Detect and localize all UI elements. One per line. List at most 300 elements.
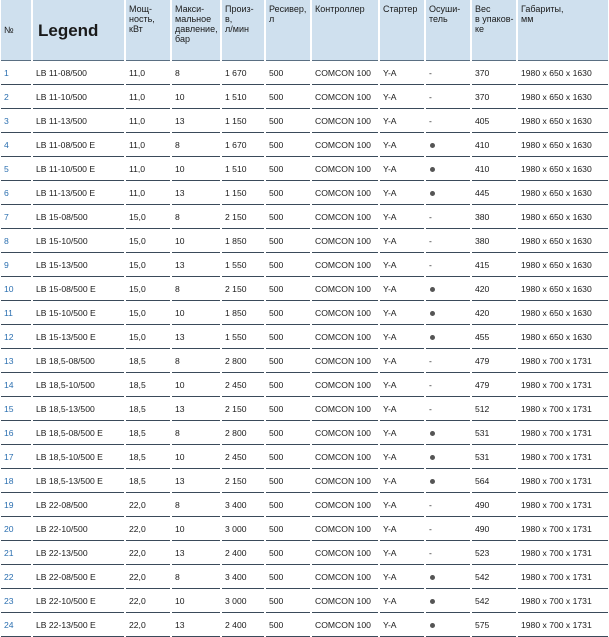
table-row bbox=[1, 109, 608, 133]
cell-starter: Y-A bbox=[380, 565, 424, 589]
cell-dryer: - bbox=[426, 229, 470, 253]
dryer-included-dot-icon bbox=[430, 431, 435, 436]
header-dims: Габариты, мм bbox=[518, 0, 608, 61]
cell-capacity: 2 400 bbox=[222, 613, 264, 637]
table-body bbox=[1, 61, 608, 637]
cell-model: LB 22-13/500 bbox=[33, 541, 124, 565]
cell-receiver: 500 bbox=[266, 61, 310, 85]
cell-pressure: 10 bbox=[172, 229, 220, 253]
cell-receiver: 500 bbox=[266, 301, 310, 325]
cell-weight: 380 bbox=[472, 229, 516, 253]
cell-controller: COMCON 100 bbox=[312, 229, 378, 253]
cell-starter: Y-A bbox=[380, 445, 424, 469]
cell-controller: COMCON 100 bbox=[312, 589, 378, 613]
cell-weight: 542 bbox=[472, 589, 516, 613]
cell-capacity: 2 450 bbox=[222, 373, 264, 397]
cell-starter: Y-A bbox=[380, 229, 424, 253]
cell-dryer bbox=[426, 421, 470, 445]
cell-power: 18,5 bbox=[126, 421, 170, 445]
cell-controller: COMCON 100 bbox=[312, 541, 378, 565]
cell-starter: Y-A bbox=[380, 61, 424, 85]
cell-num: 1 bbox=[1, 61, 31, 85]
cell-weight: 420 bbox=[472, 277, 516, 301]
cell-controller: COMCON 100 bbox=[312, 493, 378, 517]
cell-power: 18,5 bbox=[126, 373, 170, 397]
cell-dims: 1980 x 700 x 1731 bbox=[518, 565, 608, 589]
cell-receiver: 500 bbox=[266, 229, 310, 253]
table-row bbox=[1, 493, 608, 517]
header-num: № bbox=[1, 0, 31, 61]
cell-num: 6 bbox=[1, 181, 31, 205]
cell-dims: 1980 x 650 x 1630 bbox=[518, 61, 608, 85]
cell-dims: 1980 x 650 x 1630 bbox=[518, 301, 608, 325]
cell-num: 2 bbox=[1, 85, 31, 109]
table-row bbox=[1, 589, 608, 613]
dryer-included-dot-icon bbox=[430, 143, 435, 148]
cell-capacity: 3 000 bbox=[222, 517, 264, 541]
cell-dryer bbox=[426, 445, 470, 469]
cell-receiver: 500 bbox=[266, 445, 310, 469]
cell-model: LB 11-13/500 E bbox=[33, 181, 124, 205]
cell-weight: 523 bbox=[472, 541, 516, 565]
cell-num: 14 bbox=[1, 373, 31, 397]
cell-power: 22,0 bbox=[126, 565, 170, 589]
cell-num: 20 bbox=[1, 517, 31, 541]
cell-weight: 542 bbox=[472, 565, 516, 589]
cell-num: 23 bbox=[1, 589, 31, 613]
cell-model: LB 15-13/500 E bbox=[33, 325, 124, 349]
cell-controller: COMCON 100 bbox=[312, 349, 378, 373]
cell-power: 22,0 bbox=[126, 541, 170, 565]
cell-receiver: 500 bbox=[266, 325, 310, 349]
cell-weight: 531 bbox=[472, 421, 516, 445]
cell-starter: Y-A bbox=[380, 109, 424, 133]
cell-dims: 1980 x 700 x 1731 bbox=[518, 397, 608, 421]
cell-receiver: 500 bbox=[266, 133, 310, 157]
cell-weight: 445 bbox=[472, 181, 516, 205]
cell-capacity: 1 850 bbox=[222, 301, 264, 325]
header-controller: Контроллер bbox=[312, 0, 378, 61]
cell-receiver: 500 bbox=[266, 277, 310, 301]
cell-capacity: 1 550 bbox=[222, 325, 264, 349]
cell-pressure: 10 bbox=[172, 589, 220, 613]
dryer-included-dot-icon bbox=[430, 335, 435, 340]
header-starter: Стартер bbox=[380, 0, 424, 61]
cell-pressure: 13 bbox=[172, 253, 220, 277]
cell-receiver: 500 bbox=[266, 181, 310, 205]
cell-weight: 410 bbox=[472, 133, 516, 157]
header-pressure: Макси- мальное давление, бар bbox=[172, 0, 220, 61]
table-row bbox=[1, 61, 608, 85]
cell-pressure: 8 bbox=[172, 349, 220, 373]
cell-dryer bbox=[426, 613, 470, 637]
cell-num: 16 bbox=[1, 421, 31, 445]
cell-starter: Y-A bbox=[380, 85, 424, 109]
cell-capacity: 2 450 bbox=[222, 445, 264, 469]
table-row bbox=[1, 157, 608, 181]
cell-dims: 1980 x 700 x 1731 bbox=[518, 373, 608, 397]
header-capacity: Произ- в, л/мин bbox=[222, 0, 264, 61]
cell-model: LB 15-10/500 bbox=[33, 229, 124, 253]
cell-controller: COMCON 100 bbox=[312, 253, 378, 277]
cell-power: 15,0 bbox=[126, 229, 170, 253]
cell-starter: Y-A bbox=[380, 133, 424, 157]
cell-power: 11,0 bbox=[126, 133, 170, 157]
cell-pressure: 10 bbox=[172, 445, 220, 469]
cell-capacity: 2 150 bbox=[222, 205, 264, 229]
cell-dryer: - bbox=[426, 85, 470, 109]
cell-model: LB 22-08/500 bbox=[33, 493, 124, 517]
cell-dims: 1980 x 700 x 1731 bbox=[518, 589, 608, 613]
table-row bbox=[1, 85, 608, 109]
cell-dryer bbox=[426, 589, 470, 613]
cell-model: LB 18,5-13/500 bbox=[33, 397, 124, 421]
cell-dims: 1980 x 700 x 1731 bbox=[518, 541, 608, 565]
cell-model: LB 22-10/500 bbox=[33, 517, 124, 541]
cell-weight: 380 bbox=[472, 205, 516, 229]
cell-weight: 420 bbox=[472, 301, 516, 325]
cell-model: LB 22-10/500 E bbox=[33, 589, 124, 613]
table-row bbox=[1, 397, 608, 421]
cell-pressure: 8 bbox=[172, 421, 220, 445]
cell-capacity: 3 400 bbox=[222, 565, 264, 589]
cell-controller: COMCON 100 bbox=[312, 133, 378, 157]
cell-receiver: 500 bbox=[266, 541, 310, 565]
cell-pressure: 8 bbox=[172, 133, 220, 157]
cell-model: LB 15-13/500 bbox=[33, 253, 124, 277]
cell-dims: 1980 x 700 x 1731 bbox=[518, 493, 608, 517]
cell-dryer: - bbox=[426, 61, 470, 85]
cell-pressure: 13 bbox=[172, 613, 220, 637]
table-row bbox=[1, 277, 608, 301]
cell-model: LB 11-10/500 bbox=[33, 85, 124, 109]
cell-model: LB 18,5-13/500 E bbox=[33, 469, 124, 493]
cell-pressure: 13 bbox=[172, 181, 220, 205]
cell-receiver: 500 bbox=[266, 397, 310, 421]
cell-power: 18,5 bbox=[126, 469, 170, 493]
cell-power: 18,5 bbox=[126, 445, 170, 469]
cell-dims: 1980 x 650 x 1630 bbox=[518, 109, 608, 133]
cell-model: LB 18,5-08/500 bbox=[33, 349, 124, 373]
cell-num: 22 bbox=[1, 565, 31, 589]
header-power: Мощ- ность, кВт bbox=[126, 0, 170, 61]
cell-num: 10 bbox=[1, 277, 31, 301]
cell-controller: COMCON 100 bbox=[312, 373, 378, 397]
cell-weight: 410 bbox=[472, 157, 516, 181]
dryer-included-dot-icon bbox=[430, 623, 435, 628]
cell-dryer: - bbox=[426, 109, 470, 133]
cell-dryer bbox=[426, 301, 470, 325]
cell-pressure: 8 bbox=[172, 565, 220, 589]
cell-power: 22,0 bbox=[126, 613, 170, 637]
cell-dryer bbox=[426, 325, 470, 349]
cell-num: 12 bbox=[1, 325, 31, 349]
cell-capacity: 1 670 bbox=[222, 133, 264, 157]
header-legend: Legend bbox=[33, 0, 124, 61]
cell-model: LB 22-13/500 E bbox=[33, 613, 124, 637]
table-row bbox=[1, 373, 608, 397]
cell-power: 15,0 bbox=[126, 325, 170, 349]
cell-weight: 479 bbox=[472, 373, 516, 397]
dryer-included-dot-icon bbox=[430, 287, 435, 292]
cell-num: 17 bbox=[1, 445, 31, 469]
cell-dryer: - bbox=[426, 349, 470, 373]
cell-model: LB 11-08/500 E bbox=[33, 133, 124, 157]
cell-model: LB 15-08/500 bbox=[33, 205, 124, 229]
cell-power: 18,5 bbox=[126, 349, 170, 373]
cell-dryer bbox=[426, 565, 470, 589]
cell-num: 4 bbox=[1, 133, 31, 157]
cell-weight: 370 bbox=[472, 61, 516, 85]
table-row bbox=[1, 517, 608, 541]
cell-dims: 1980 x 650 x 1630 bbox=[518, 277, 608, 301]
cell-starter: Y-A bbox=[380, 421, 424, 445]
cell-dryer bbox=[426, 157, 470, 181]
cell-starter: Y-A bbox=[380, 277, 424, 301]
cell-power: 11,0 bbox=[126, 157, 170, 181]
cell-num: 21 bbox=[1, 541, 31, 565]
cell-dims: 1980 x 700 x 1731 bbox=[518, 517, 608, 541]
cell-num: 11 bbox=[1, 301, 31, 325]
table-row bbox=[1, 133, 608, 157]
cell-starter: Y-A bbox=[380, 349, 424, 373]
cell-pressure: 13 bbox=[172, 109, 220, 133]
cell-num: 18 bbox=[1, 469, 31, 493]
cell-model: LB 15-10/500 E bbox=[33, 301, 124, 325]
cell-num: 24 bbox=[1, 613, 31, 637]
cell-power: 15,0 bbox=[126, 277, 170, 301]
cell-receiver: 500 bbox=[266, 589, 310, 613]
cell-num: 7 bbox=[1, 205, 31, 229]
cell-dryer: - bbox=[426, 253, 470, 277]
table-row bbox=[1, 565, 608, 589]
cell-controller: COMCON 100 bbox=[312, 157, 378, 181]
cell-capacity: 1 850 bbox=[222, 229, 264, 253]
cell-weight: 479 bbox=[472, 349, 516, 373]
cell-dims: 1980 x 700 x 1731 bbox=[518, 421, 608, 445]
cell-capacity: 2 150 bbox=[222, 397, 264, 421]
cell-dryer: - bbox=[426, 517, 470, 541]
cell-power: 11,0 bbox=[126, 61, 170, 85]
cell-controller: COMCON 100 bbox=[312, 109, 378, 133]
cell-starter: Y-A bbox=[380, 373, 424, 397]
cell-controller: COMCON 100 bbox=[312, 205, 378, 229]
header-dryer: Осуши- тель bbox=[426, 0, 470, 61]
cell-capacity: 2 150 bbox=[222, 469, 264, 493]
cell-capacity: 1 670 bbox=[222, 61, 264, 85]
cell-weight: 564 bbox=[472, 469, 516, 493]
cell-capacity: 2 400 bbox=[222, 541, 264, 565]
cell-receiver: 500 bbox=[266, 253, 310, 277]
cell-weight: 455 bbox=[472, 325, 516, 349]
cell-dryer: - bbox=[426, 205, 470, 229]
cell-starter: Y-A bbox=[380, 205, 424, 229]
cell-receiver: 500 bbox=[266, 421, 310, 445]
cell-receiver: 500 bbox=[266, 469, 310, 493]
cell-pressure: 8 bbox=[172, 277, 220, 301]
table-row bbox=[1, 349, 608, 373]
cell-pressure: 10 bbox=[172, 157, 220, 181]
table-row bbox=[1, 541, 608, 565]
cell-capacity: 1 510 bbox=[222, 85, 264, 109]
cell-num: 13 bbox=[1, 349, 31, 373]
cell-pressure: 13 bbox=[172, 541, 220, 565]
cell-starter: Y-A bbox=[380, 397, 424, 421]
cell-receiver: 500 bbox=[266, 373, 310, 397]
dryer-included-dot-icon bbox=[430, 479, 435, 484]
cell-weight: 575 bbox=[472, 613, 516, 637]
cell-dims: 1980 x 650 x 1630 bbox=[518, 229, 608, 253]
cell-model: LB 15-08/500 E bbox=[33, 277, 124, 301]
cell-dryer: - bbox=[426, 397, 470, 421]
cell-dryer: - bbox=[426, 493, 470, 517]
cell-controller: COMCON 100 bbox=[312, 325, 378, 349]
cell-pressure: 10 bbox=[172, 517, 220, 541]
cell-starter: Y-A bbox=[380, 301, 424, 325]
cell-capacity: 1 150 bbox=[222, 181, 264, 205]
cell-controller: COMCON 100 bbox=[312, 517, 378, 541]
cell-receiver: 500 bbox=[266, 613, 310, 637]
cell-capacity: 2 800 bbox=[222, 349, 264, 373]
cell-starter: Y-A bbox=[380, 613, 424, 637]
cell-starter: Y-A bbox=[380, 469, 424, 493]
cell-dryer: - bbox=[426, 373, 470, 397]
dryer-included-dot-icon bbox=[430, 311, 435, 316]
cell-dims: 1980 x 650 x 1630 bbox=[518, 85, 608, 109]
cell-dryer bbox=[426, 277, 470, 301]
dryer-included-dot-icon bbox=[430, 167, 435, 172]
cell-model: LB 18,5-10/500 bbox=[33, 373, 124, 397]
cell-dims: 1980 x 650 x 1630 bbox=[518, 205, 608, 229]
cell-model: LB 22-08/500 E bbox=[33, 565, 124, 589]
cell-dims: 1980 x 650 x 1630 bbox=[518, 157, 608, 181]
cell-capacity: 1 510 bbox=[222, 157, 264, 181]
cell-dims: 1980 x 650 x 1630 bbox=[518, 181, 608, 205]
cell-controller: COMCON 100 bbox=[312, 613, 378, 637]
cell-dims: 1980 x 700 x 1731 bbox=[518, 469, 608, 493]
dryer-included-dot-icon bbox=[430, 599, 435, 604]
cell-power: 15,0 bbox=[126, 205, 170, 229]
cell-controller: COMCON 100 bbox=[312, 397, 378, 421]
table-row bbox=[1, 301, 608, 325]
cell-weight: 512 bbox=[472, 397, 516, 421]
table-row bbox=[1, 445, 608, 469]
cell-pressure: 8 bbox=[172, 61, 220, 85]
cell-pressure: 8 bbox=[172, 493, 220, 517]
table-row bbox=[1, 469, 608, 493]
cell-pressure: 10 bbox=[172, 85, 220, 109]
cell-dryer: - bbox=[426, 541, 470, 565]
cell-dims: 1980 x 700 x 1731 bbox=[518, 349, 608, 373]
cell-starter: Y-A bbox=[380, 157, 424, 181]
table-row bbox=[1, 253, 608, 277]
cell-model: LB 18,5-08/500 E bbox=[33, 421, 124, 445]
cell-model: LB 18,5-10/500 E bbox=[33, 445, 124, 469]
table-row bbox=[1, 205, 608, 229]
cell-pressure: 13 bbox=[172, 325, 220, 349]
cell-weight: 370 bbox=[472, 85, 516, 109]
header-receiver: Ресивер, л bbox=[266, 0, 310, 61]
cell-starter: Y-A bbox=[380, 325, 424, 349]
cell-pressure: 8 bbox=[172, 205, 220, 229]
cell-controller: COMCON 100 bbox=[312, 421, 378, 445]
cell-capacity: 1 150 bbox=[222, 109, 264, 133]
cell-dryer bbox=[426, 181, 470, 205]
cell-controller: COMCON 100 bbox=[312, 61, 378, 85]
cell-model: LB 11-13/500 bbox=[33, 109, 124, 133]
cell-dims: 1980 x 650 x 1630 bbox=[518, 253, 608, 277]
cell-dryer bbox=[426, 469, 470, 493]
cell-model: LB 11-10/500 E bbox=[33, 157, 124, 181]
cell-pressure: 10 bbox=[172, 373, 220, 397]
cell-num: 5 bbox=[1, 157, 31, 181]
cell-starter: Y-A bbox=[380, 253, 424, 277]
cell-starter: Y-A bbox=[380, 541, 424, 565]
cell-starter: Y-A bbox=[380, 517, 424, 541]
table-row bbox=[1, 229, 608, 253]
cell-power: 11,0 bbox=[126, 109, 170, 133]
cell-weight: 531 bbox=[472, 445, 516, 469]
cell-receiver: 500 bbox=[266, 565, 310, 589]
table-row bbox=[1, 421, 608, 445]
cell-receiver: 500 bbox=[266, 493, 310, 517]
cell-controller: COMCON 100 bbox=[312, 565, 378, 589]
cell-receiver: 500 bbox=[266, 517, 310, 541]
cell-dims: 1980 x 650 x 1630 bbox=[518, 133, 608, 157]
cell-weight: 490 bbox=[472, 493, 516, 517]
table-row bbox=[1, 613, 608, 637]
cell-power: 22,0 bbox=[126, 493, 170, 517]
cell-power: 15,0 bbox=[126, 301, 170, 325]
cell-controller: COMCON 100 bbox=[312, 277, 378, 301]
cell-dims: 1980 x 700 x 1731 bbox=[518, 613, 608, 637]
cell-capacity: 3 000 bbox=[222, 589, 264, 613]
cell-capacity: 2 150 bbox=[222, 277, 264, 301]
cell-num: 15 bbox=[1, 397, 31, 421]
cell-num: 19 bbox=[1, 493, 31, 517]
cell-controller: COMCON 100 bbox=[312, 301, 378, 325]
cell-receiver: 500 bbox=[266, 109, 310, 133]
cell-pressure: 13 bbox=[172, 469, 220, 493]
cell-controller: COMCON 100 bbox=[312, 181, 378, 205]
cell-num: 3 bbox=[1, 109, 31, 133]
cell-receiver: 500 bbox=[266, 157, 310, 181]
cell-receiver: 500 bbox=[266, 349, 310, 373]
header-weight: Вес в упаков- ке bbox=[472, 0, 516, 61]
cell-controller: COMCON 100 bbox=[312, 445, 378, 469]
cell-pressure: 13 bbox=[172, 397, 220, 421]
dryer-included-dot-icon bbox=[430, 575, 435, 580]
cell-power: 15,0 bbox=[126, 253, 170, 277]
cell-weight: 415 bbox=[472, 253, 516, 277]
cell-starter: Y-A bbox=[380, 589, 424, 613]
cell-receiver: 500 bbox=[266, 205, 310, 229]
cell-weight: 405 bbox=[472, 109, 516, 133]
cell-capacity: 1 550 bbox=[222, 253, 264, 277]
dryer-included-dot-icon bbox=[430, 455, 435, 460]
cell-power: 22,0 bbox=[126, 589, 170, 613]
cell-power: 22,0 bbox=[126, 517, 170, 541]
cell-num: 8 bbox=[1, 229, 31, 253]
cell-power: 11,0 bbox=[126, 181, 170, 205]
table-row bbox=[1, 325, 608, 349]
header-row bbox=[1, 0, 608, 61]
cell-starter: Y-A bbox=[380, 181, 424, 205]
cell-dims: 1980 x 650 x 1630 bbox=[518, 325, 608, 349]
cell-dryer bbox=[426, 133, 470, 157]
cell-weight: 490 bbox=[472, 517, 516, 541]
cell-capacity: 3 400 bbox=[222, 493, 264, 517]
